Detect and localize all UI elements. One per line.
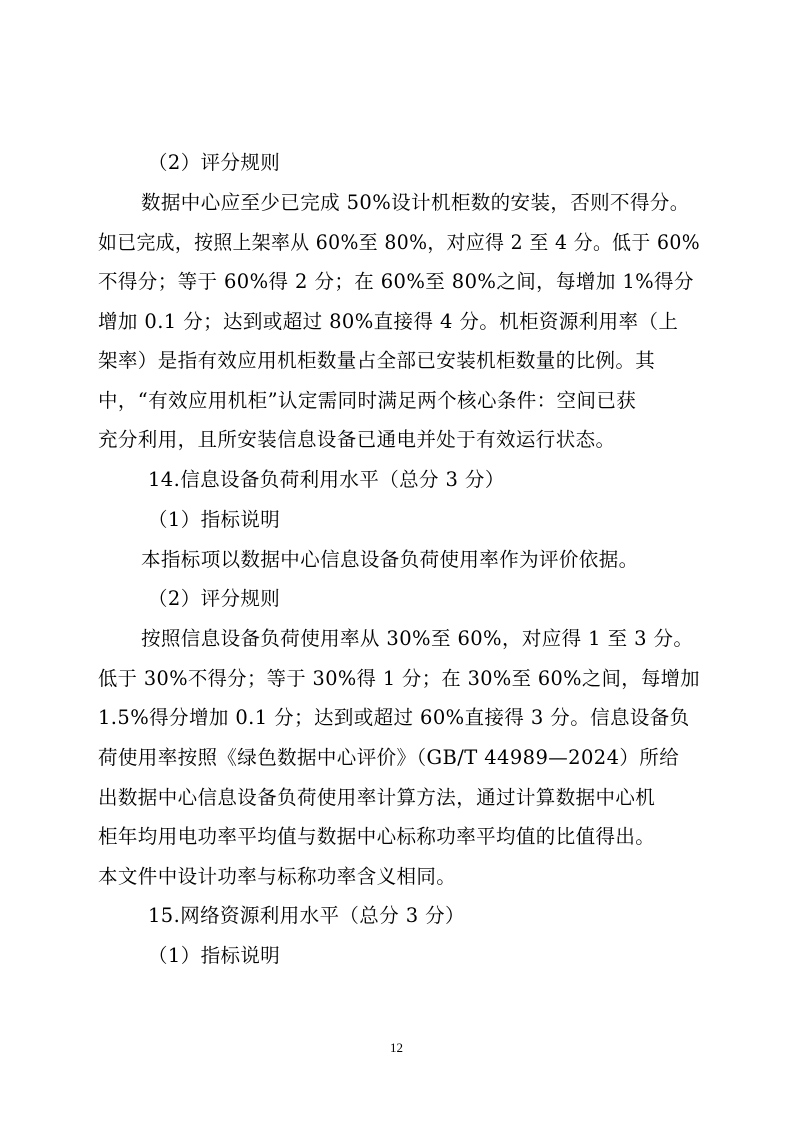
paragraph-line: 架率）是指有效应用机柜数量占全部已安装机柜数量的比例。其 <box>98 349 656 372</box>
paragraph-line: 柜年均用电功率平均值与数据中心标称功率平均值的比值得出。 <box>98 825 656 848</box>
paragraph-line: 本文件中设计功率与标称功率含义相同。 <box>98 865 457 888</box>
subheading-indicator-description: （1）指标说明 <box>148 508 281 531</box>
subheading-scoring-rules: （2）评分规则 <box>148 587 281 610</box>
page-number: 12 <box>390 1040 403 1055</box>
paragraph-line: 荷使用率按照《绿色数据中心评价》（GB/T 44989—2024）所给 <box>98 746 680 769</box>
paragraph-line: 数据中心应至少已完成 50%设计机柜数的安装，否则不得分。 <box>141 191 690 214</box>
paragraph-line: 不得分；等于 60%得 2 分；在 60%至 80%之间，每增加 1%得分 <box>98 270 694 293</box>
section-heading-15: 15.网络资源利用水平（总分 3 分） <box>148 904 465 927</box>
paragraph-line: 按照信息设备负荷使用率从 30%至 60%，对应得 1 至 3 分。 <box>141 627 694 650</box>
paragraph-line: 1.5%得分增加 0.1 分；达到或超过 60%直接得 3 分。信息设备负 <box>98 706 690 729</box>
subheading-scoring-rules: （2）评分规则 <box>148 151 281 174</box>
paragraph-line: 中，“有效应用机柜”认定需同时满足两个核心条件：空间已获 <box>98 389 637 412</box>
paragraph-line: 增加 0.1 分；达到或超过 80%直接得 4 分。机柜资源利用率（上 <box>98 310 679 333</box>
section-heading-14: 14.信息设备负荷利用水平（总分 3 分） <box>148 468 505 491</box>
paragraph-line: 出数据中心信息设备负荷使用率计算方法，通过计算数据中心机 <box>98 786 656 809</box>
paragraph-line: 如已完成，按照上架率从 60%至 80%，对应得 2 至 4 分。低于 60% <box>98 231 700 254</box>
paragraph-line: 本指标项以数据中心信息设备负荷使用率作为评价依据。 <box>141 548 639 571</box>
subheading-indicator-description: （1）指标说明 <box>148 944 281 967</box>
paragraph-line: 低于 30%不得分；等于 30%得 1 分；在 30%至 60%之间，每增加 <box>98 667 700 690</box>
paragraph-line: 充分利用，且所安装信息设备已通电并处于有效运行状态。 <box>98 428 616 451</box>
